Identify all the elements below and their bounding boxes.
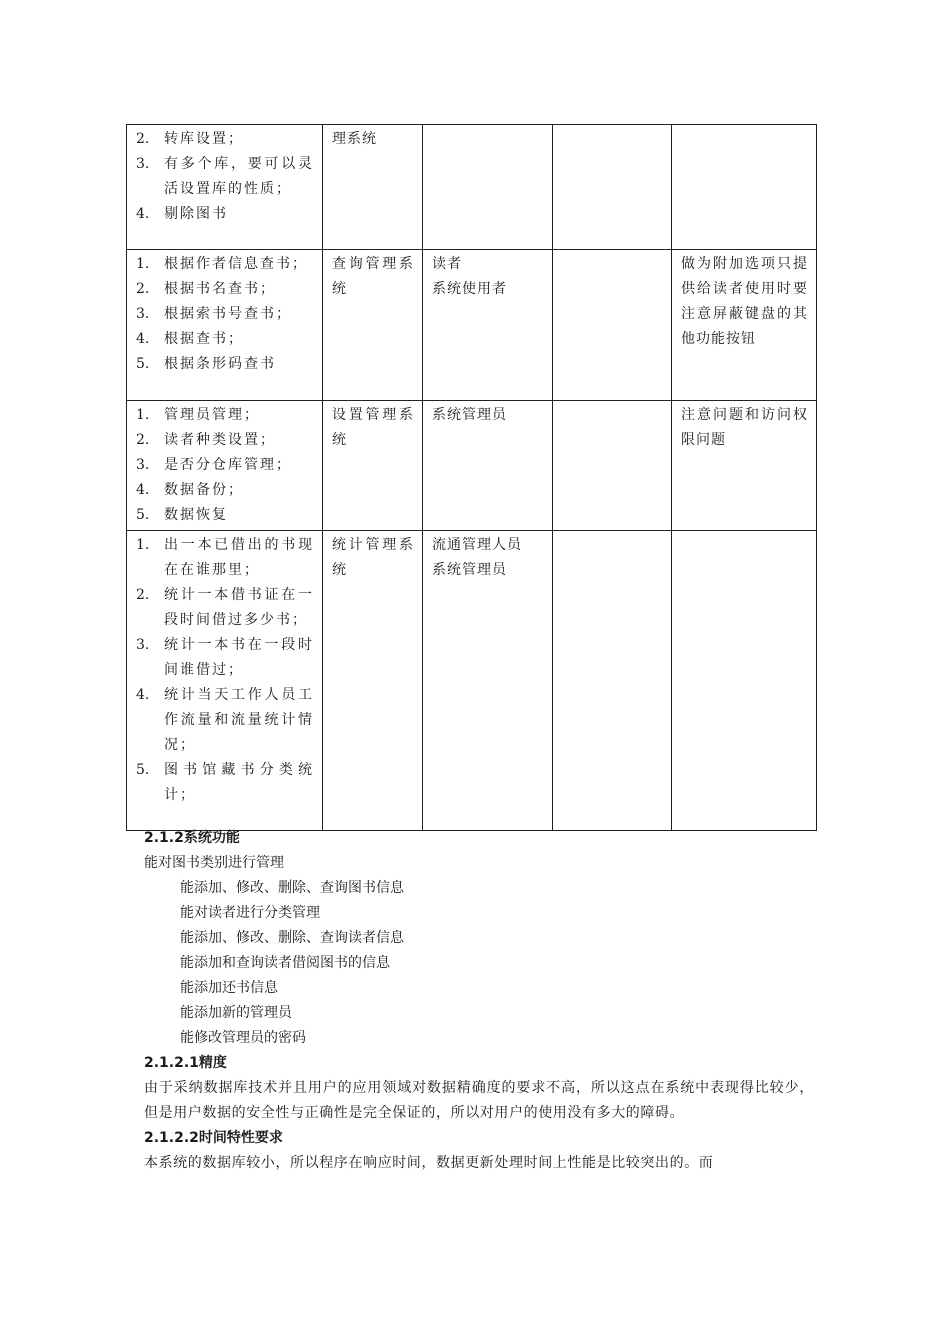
blank-cell (553, 531, 672, 831)
function-list-cell (127, 531, 323, 831)
blank-cell (553, 401, 672, 531)
list-item: 能添加新的管理员 (180, 1005, 292, 1021)
user-role: 系统使用者 (432, 281, 507, 297)
user-role: 系统管理员 (432, 407, 507, 423)
list-item: 2. 根据书名查书； (136, 281, 276, 297)
users-cell (423, 125, 553, 250)
requirements-table (126, 124, 817, 831)
table-row (127, 531, 817, 831)
section-heading-2-1-2-1: 2.1.2.1精度 (144, 1055, 227, 1071)
note-cell (672, 125, 817, 250)
blank-cell (553, 125, 672, 250)
list-item: 3. 根据索书号查书； (136, 306, 292, 322)
list-item: 能添加还书信息 (180, 980, 278, 996)
users-cell (423, 250, 553, 401)
users-cell (423, 531, 553, 831)
list-item: 1. 出一本已借出的书现在在谁那里； (136, 537, 314, 578)
system-cell: 理系统 (323, 125, 423, 250)
list-item: 5. 根据条形码查书 (136, 356, 276, 372)
list-item: 3. 有多个库，要可以灵活设置库的性质； (136, 156, 314, 197)
list-item: 能对读者进行分类管理 (180, 905, 320, 921)
list-item: 5. 数据恢复 (136, 507, 228, 523)
list-item: 5. 图书馆藏书分类统计； (136, 762, 314, 803)
list-item: 2. 读者种类设置； (136, 432, 276, 448)
list-item: 4. 根据查书； (136, 331, 244, 347)
list-item: 2. 转库设置； (136, 131, 244, 147)
users-cell (423, 401, 553, 531)
list-item: 能添加、修改、删除、查询读者信息 (180, 930, 404, 946)
table-row (127, 250, 817, 401)
list-item: 4. 剔除图书 (136, 206, 228, 222)
user-role: 读者 (432, 256, 462, 272)
list-item: 3. 统计一本书在一段时间谁借过； (136, 637, 314, 678)
list-item: 4. 统计当天工作人员工作流量和流量统计情况； (136, 687, 314, 753)
list-item: 3. 是否分仓库管理； (136, 457, 292, 473)
section-heading-2-1-2: 2.1.2系统功能 (144, 830, 240, 846)
list-item: 1. 管理员管理； (136, 407, 260, 423)
system-cell: 查询管理系统 (323, 250, 423, 401)
note-cell (672, 531, 817, 831)
system-cell: 统计管理系统 (323, 531, 423, 831)
list-item: 2. 统计一本借书证在一段时间借过多少书； (136, 587, 314, 628)
blank-cell (553, 250, 672, 401)
list-item: 能添加和查询读者借阅图书的信息 (180, 955, 390, 971)
function-list-cell (127, 250, 323, 401)
user-role: 流通管理人员 (432, 537, 522, 553)
note-cell: 做为附加选项只提供给读者使用时要注意屏蔽键盘的其他功能按钮 (672, 250, 817, 401)
document-body (144, 826, 814, 1176)
section-lead: 能对图书类别进行管理 (144, 855, 284, 871)
list-item: 1. 根据作者信息查书； (136, 256, 308, 272)
list-item: 能添加、修改、删除、查询图书信息 (180, 880, 404, 896)
table-row (127, 125, 817, 250)
function-list-cell (127, 125, 323, 250)
user-role: 系统管理员 (432, 562, 507, 578)
section-paragraph: 由于采纳数据库技术并且用户的应用领域对数据精确度的要求不高，所以这点在系统中表现得比较少，但是用户数据的安全性与正确性是完全保证的，所以对用户的使用没有多大的障碍。 (144, 1080, 814, 1121)
table-row (127, 401, 817, 531)
system-cell: 设置管理系统 (323, 401, 423, 531)
section-paragraph: 本系统的数据库较小，所以程序在响应时间，数据更新处理时间上性能是比较突出的。而 (144, 1155, 714, 1171)
note-cell: 注意问题和访问权限问题 (672, 401, 817, 531)
section-heading-2-1-2-2: 2.1.2.2时间特性要求 (144, 1130, 283, 1146)
list-item: 4. 数据备份； (136, 482, 244, 498)
list-item: 能修改管理员的密码 (180, 1030, 306, 1046)
function-list-cell (127, 401, 323, 531)
